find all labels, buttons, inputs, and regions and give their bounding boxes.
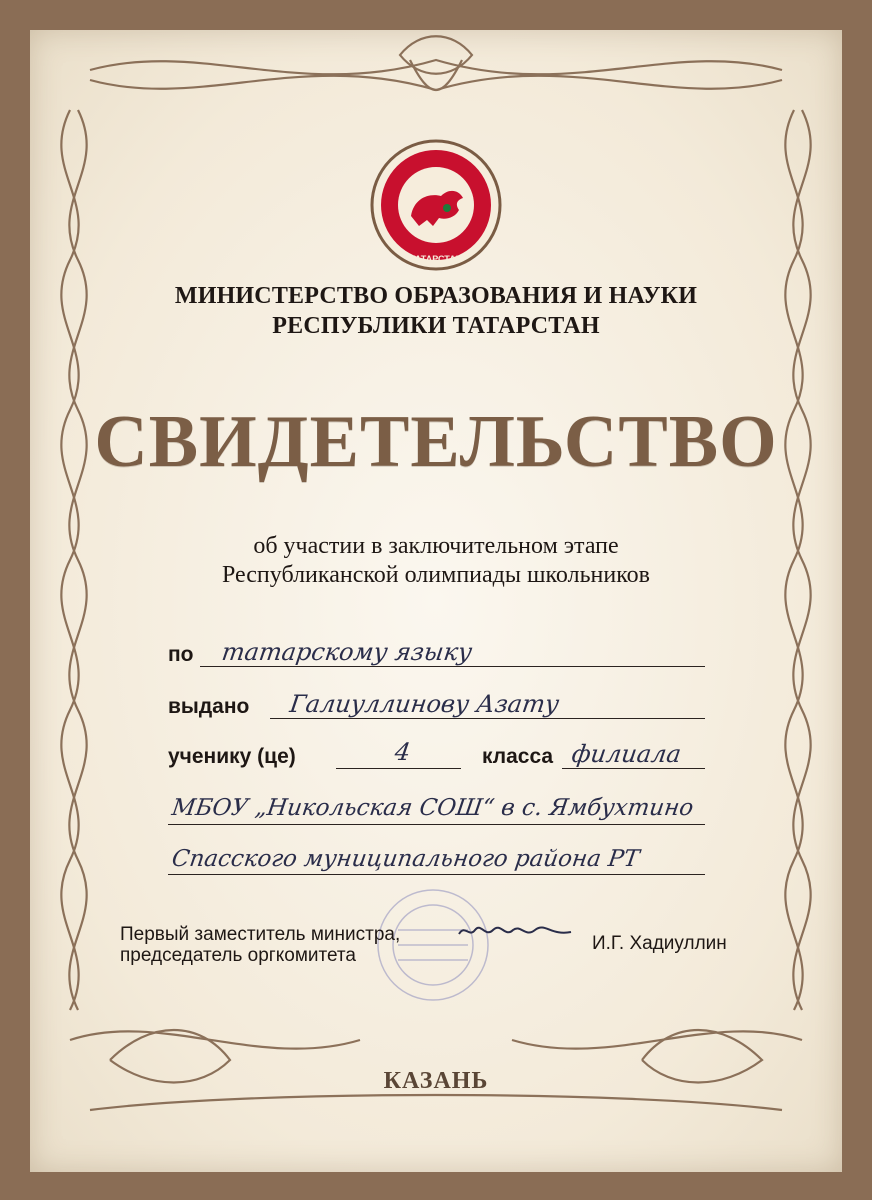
- subtitle-line1: об участии в заключительном этапе: [253, 533, 619, 559]
- school-value: МБОУ „Никольская СОШ“ в с. Ямбухтино: [170, 795, 696, 821]
- subject-value: татарскому языку: [220, 638, 474, 666]
- student-label: ученику (це): [168, 745, 296, 768]
- emblem-text: ТАТАРСТАН: [409, 254, 463, 264]
- issued-label: выдано: [168, 695, 250, 718]
- branch-value: филиала: [570, 740, 683, 768]
- certificate-title: СВИДЕТЕЛЬСТВО: [94, 401, 778, 483]
- subtitle-line2: Республиканской олимпиады школьников: [222, 562, 650, 588]
- top-ornament: [90, 36, 782, 90]
- issued-value: Галиуллинову Азату: [288, 690, 561, 718]
- subject-label: по: [168, 643, 194, 666]
- footer-city: КАЗАНЬ: [383, 1068, 489, 1094]
- class-label: класса: [482, 745, 554, 768]
- left-scroll-chain: [61, 110, 86, 1010]
- handwritten-signature: [455, 916, 575, 944]
- signer-position-line2: председатель оргкомитета: [120, 945, 356, 966]
- signer-position-line1: Первый заместитель министра,: [120, 924, 401, 945]
- ministry-name-line2: РЕСПУБЛИКИ ТАТАРСТАН: [272, 313, 600, 339]
- right-scroll-chain: [785, 110, 810, 1010]
- signer-name: И.Г. Хадиуллин: [592, 933, 727, 954]
- grade-value: 4: [393, 738, 413, 766]
- district-value: Спасского муниципального района РТ: [170, 846, 641, 872]
- tatarstan-emblem-icon: [369, 138, 503, 272]
- ministry-name-line1: МИНИСТЕРСТВО ОБРАЗОВАНИЯ И НАУКИ: [174, 283, 698, 309]
